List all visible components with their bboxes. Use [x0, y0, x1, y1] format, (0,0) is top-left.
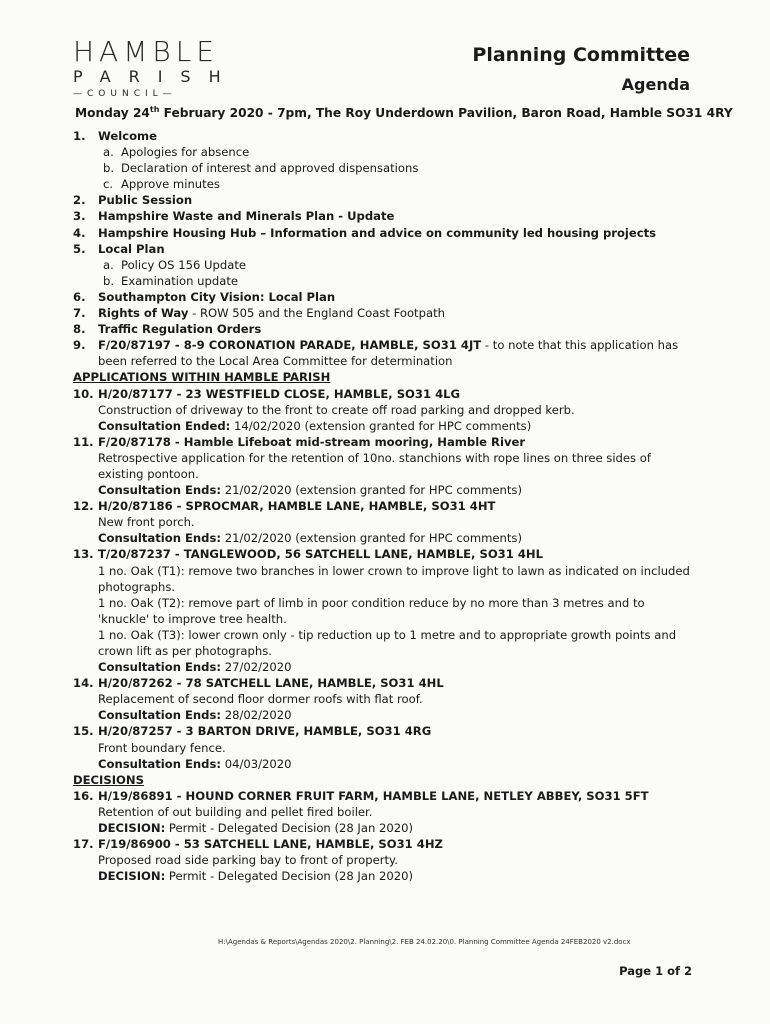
item-title: H/19/86891 - HOUND CORNER FRUIT FARM, HAMBLE LANE, NETLEY ABBEY, SO31 5FT	[98, 788, 649, 803]
agenda-item-9	[73, 337, 698, 369]
item-number: 5.	[73, 241, 86, 256]
item-title: H/20/87262 - 78 SATCHELL LANE, HAMBLE, SO31 4HL	[98, 676, 444, 691]
item-number: 7.	[73, 306, 86, 321]
agenda-item-13	[73, 546, 698, 675]
agenda-item-11	[73, 434, 698, 498]
agenda-item-4	[73, 225, 698, 241]
item-description: Retention of out building and pellet fired boiler.	[98, 804, 373, 819]
item-title: Hampshire Housing Hub – Information and advice on community led housing projects	[98, 225, 657, 240]
meeting-details	[75, 105, 733, 121]
item-number: 8.	[73, 322, 86, 337]
sub-letter: b.	[103, 161, 115, 176]
consultation-date: 21/02/2020 (extension granted for HPC comments)	[221, 483, 523, 498]
item-description: Construction of driveway to the front to create off road parking and dropped kerb.	[98, 402, 575, 417]
item-title: Public Session	[98, 193, 193, 208]
footer-file-path: H:\Agendas & Reports\Agendas 2020\2. Planning\2. FEB 24.02.20\0. Planning Committee Agenda 24FEB2020 v2.docx	[218, 938, 631, 946]
item-title: F/20/87197 - 8-9 CORONATION PARADE, HAMBLE, SO31 4JT	[98, 338, 482, 353]
sub-letter: b.	[103, 273, 115, 288]
consultation-label: Consultation Ends:	[98, 531, 222, 546]
item-number: 3.	[73, 209, 86, 224]
page-number: Page 1 of 2	[619, 964, 692, 978]
sub-text: Declaration of interest and approved dispensations	[121, 161, 419, 176]
item-description: Proposed road side parking bay to front of property.	[98, 853, 398, 868]
item-number: 9.	[73, 338, 86, 353]
agenda-item-14	[73, 675, 698, 723]
agenda-item-15	[73, 723, 698, 771]
item-number: 2.	[73, 193, 86, 208]
agenda-item-16	[73, 788, 698, 836]
meeting-date-pre: Monday 24	[75, 106, 150, 121]
sub-item	[73, 273, 698, 289]
item-number: 17.	[73, 837, 94, 852]
item-number: 4.	[73, 225, 86, 240]
item-description: 1 no. Oak (T2): remove part of limb in poor condition reduce by no more than 3 metres and to 'knuckle' to improve tree health.	[98, 595, 645, 626]
item-title: H/20/87186 - SPROCMAR, HAMBLE LANE, HAMBLE, SO31 4HT	[98, 499, 496, 514]
agenda-item-7	[73, 305, 698, 321]
logo-line-parish: PARISH	[73, 67, 239, 86]
consultation-label: Consultation Ends:	[98, 483, 222, 498]
item-title: H/20/87177 - 23 WESTFIELD CLOSE, HAMBLE, SO31 4LG	[98, 386, 461, 401]
sub-item	[73, 160, 698, 176]
item-description: New front porch.	[98, 515, 195, 530]
decision-text: Permit - Delegated Decision (28 Jan 2020)	[165, 821, 413, 836]
item-number: 12.	[73, 499, 94, 514]
agenda-item-6	[73, 289, 698, 305]
consultation-date: 14/02/2020 (extension granted for HPC comments)	[230, 418, 532, 433]
page-subtitle: Agenda	[621, 75, 690, 94]
agenda-item-5	[73, 241, 698, 257]
item-number: 11.	[73, 434, 94, 449]
agenda-item-17	[73, 836, 698, 884]
agenda-item-8	[73, 321, 698, 337]
item-title: T/20/87237 - TANGLEWOOD, 56 SATCHELL LANE, HAMBLE, SO31 4HL	[98, 547, 543, 562]
item-number: 1.	[73, 129, 86, 143]
sub-letter: a.	[103, 257, 114, 272]
sub-text: Approve minutes	[121, 177, 220, 192]
logo-line-hamble: HAMBLE	[73, 35, 219, 68]
sub-letter: c.	[103, 177, 114, 192]
agenda-item-1	[73, 128, 698, 144]
sub-item	[73, 257, 698, 273]
consultation-label: Consultation Ended:	[98, 418, 231, 433]
item-title: Rights of Way	[98, 306, 189, 321]
item-description: Replacement of second floor dormer roofs with flat roof.	[98, 692, 423, 707]
consultation-label: Consultation Ends:	[98, 708, 222, 723]
item-number: 15.	[73, 724, 94, 739]
item-title: Southampton City Vision: Local Plan	[98, 289, 336, 304]
item-title: Local Plan	[98, 241, 165, 256]
item-title: Hampshire Waste and Minerals Plan - Update	[98, 209, 395, 224]
council-logo	[73, 35, 243, 100]
item-number: 6.	[73, 289, 86, 304]
item-description: 1 no. Oak (T1): remove two branches in lower crown to improve light to lawn as indicated on included photographs.	[98, 563, 690, 594]
consultation-date: 04/03/2020	[221, 756, 292, 771]
item-number: 13.	[73, 547, 94, 562]
consultation-date: 28/02/2020	[221, 708, 292, 723]
meeting-date-post: February 2020 - 7pm, The Roy Underdown Pavilion, Baron Road, Hamble SO31 4RY	[159, 106, 733, 121]
item-text: - to note that this application has been referred to the Local Area Committee for determination	[98, 338, 679, 369]
agenda-item-2	[73, 192, 698, 208]
item-description: Retrospective application for the retention of 10no. stanchions with rope lines on three sides of existing pontoon.	[98, 450, 651, 481]
sub-text: Policy OS 156 Update	[121, 257, 247, 272]
item-title: Traffic Regulation Orders	[98, 322, 262, 337]
item-description: 1 no. Oak (T3): lower crown only - tip reduction up to 1 metre and to appropriate growth points and crown lift as per photographs.	[98, 627, 677, 658]
agenda-body	[73, 128, 698, 884]
agenda-item-3	[73, 208, 698, 224]
sub-item	[73, 144, 698, 160]
consultation-label: Consultation Ends:	[98, 756, 222, 771]
sub-letter: a.	[103, 145, 114, 160]
sub-item	[73, 176, 698, 192]
meeting-date-sup: th	[149, 105, 160, 114]
item-title: F/19/86900 - 53 SATCHELL LANE, HAMBLE, SO31 4HZ	[98, 837, 443, 852]
sub-text: Examination update	[121, 273, 239, 288]
consultation-date: 27/02/2020	[221, 660, 292, 675]
sub-text: Apologies for absence	[121, 145, 250, 160]
page-title: Planning Committee	[472, 44, 690, 66]
item-description: Front boundary fence.	[98, 740, 226, 755]
consultation-date: 21/02/2020 (extension granted for HPC comments)	[221, 531, 523, 546]
consultation-label: Consultation Ends:	[98, 660, 222, 675]
section-heading-decisions: DECISIONS	[73, 772, 144, 787]
item-number: 16.	[73, 788, 94, 803]
decision-label: DECISION:	[98, 821, 166, 836]
item-number: 10.	[73, 386, 94, 401]
logo-line-council: —COUNCIL—	[73, 89, 177, 99]
agenda-item-10	[73, 386, 698, 434]
decision-label: DECISION:	[98, 869, 166, 884]
section-heading-applications: APPLICATIONS WITHIN HAMBLE PARISH	[73, 370, 331, 385]
item-title: F/20/87178 - Hamble Lifeboat mid-stream mooring, Hamble River	[98, 434, 526, 449]
item-number: 14.	[73, 676, 94, 691]
decision-text: Permit - Delegated Decision (28 Jan 2020)	[165, 869, 413, 884]
item-title: H/20/87257 - 3 BARTON DRIVE, HAMBLE, SO31 4RG	[98, 724, 432, 739]
item-text: - ROW 505 and the England Coast Footpath	[188, 306, 445, 321]
agenda-item-12	[73, 498, 698, 546]
item-title: Welcome	[98, 129, 157, 143]
